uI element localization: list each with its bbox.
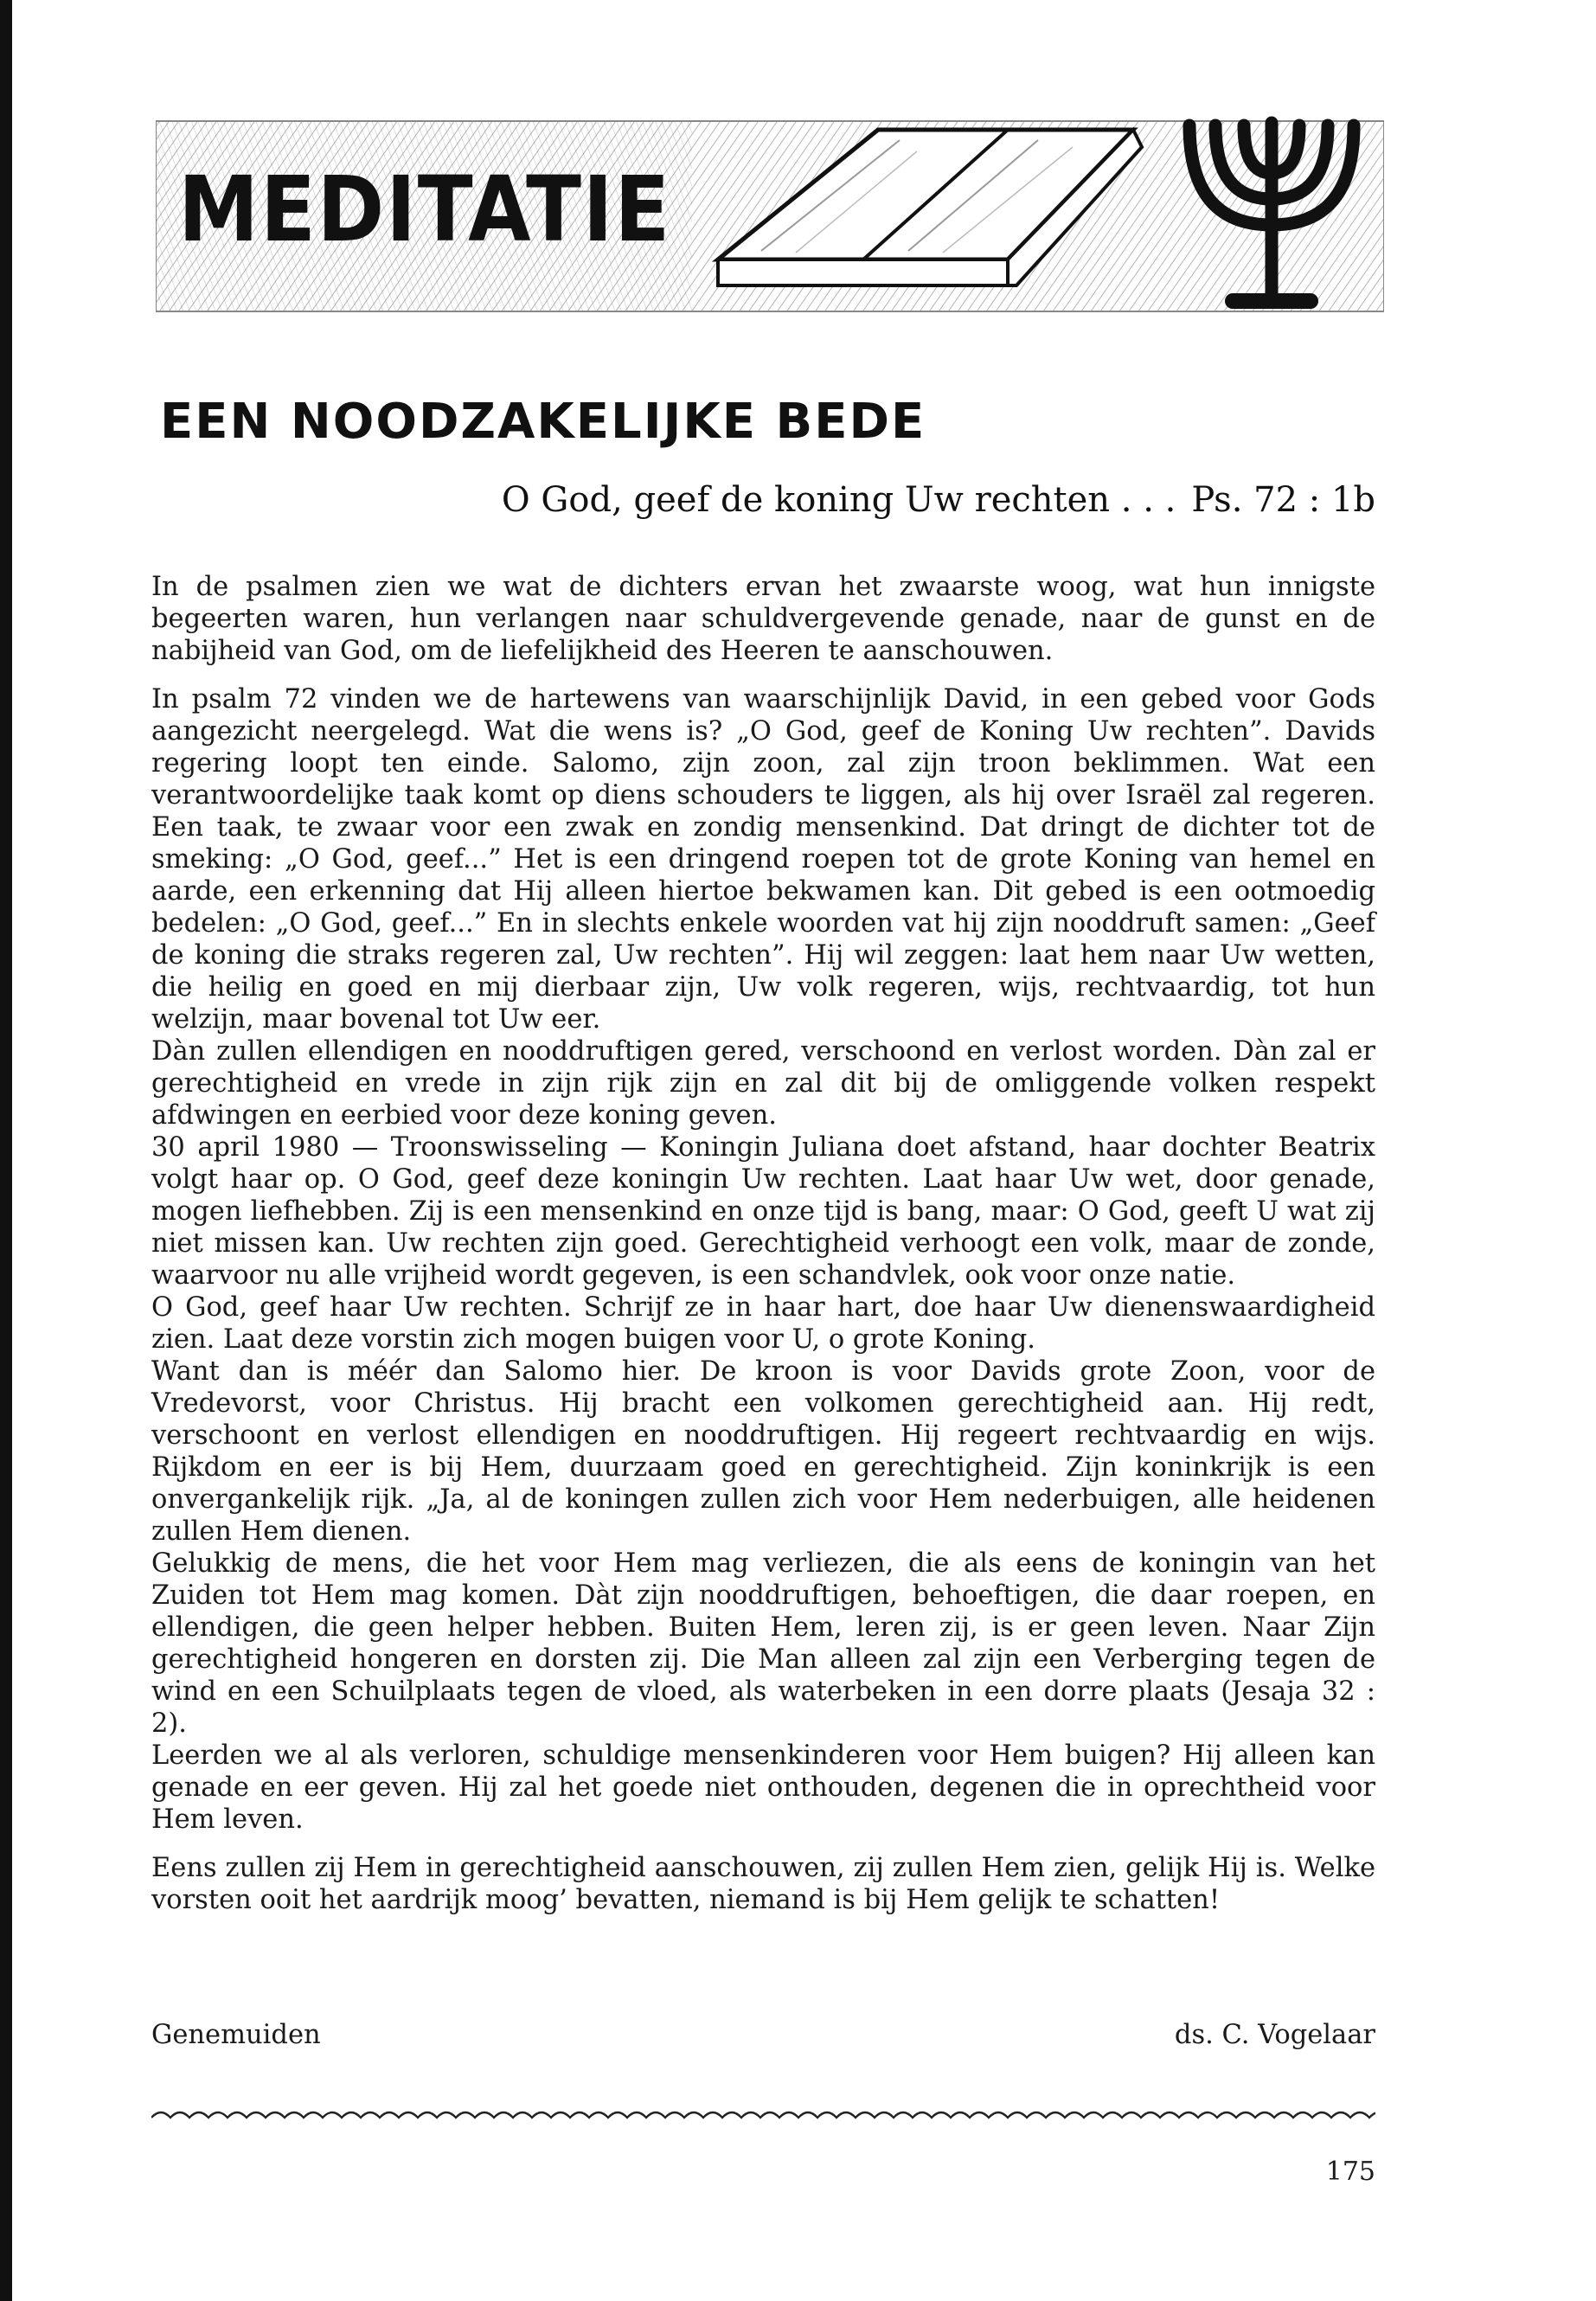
wave-ornament-divider xyxy=(151,2105,1375,2131)
paragraph: Leerden we al als verloren, schuldige mensenkinderen voor Hem buigen? Hij alleen kan genade en eer geven. Hij zal het goede niet onthouden, degenen die in oprechtheid voor Hem leven. xyxy=(151,1740,1375,1835)
banner-heading: MEDITATIE xyxy=(178,157,672,262)
signoff xyxy=(151,2020,1375,2050)
page-number: 175 xyxy=(1325,2157,1375,2187)
place-name: Genemuiden xyxy=(151,2020,321,2050)
article-body xyxy=(151,571,1375,1916)
paragraph: In de psalmen zien we wat de dichters ervan het zwaarste woog, wat hun innigste begeerten waren, hun verlangen naar schuldvergevende genade, naar de gunst en de nabijheid van God, om de liefelijkheid des Heeren te aanschouwen. xyxy=(151,572,1375,666)
paragraph: Gelukkig de mens, die het voor Hem mag verliezen, die als eens de koningin van het Zuiden tot Hem mag komen. Dàt zijn nooddruftigen, behoeftigen, die daar roepen, en ellendigen, die geen helper hebben. Buiten Hem, leren zij, is er geen leven. Naar Zijn gerechtigheid hongeren en dorsten zij. Die Man alleen zal zijn een Verberging tegen de wind en een Schuilplaats tegen de vloed, als waterbeken in een dorre plaats (Jesaja 32 : 2). xyxy=(151,1548,1375,1739)
scripture-subtitle xyxy=(502,480,1375,520)
page-edge-bar xyxy=(0,0,12,2301)
paragraph: Eens zullen zij Hem in gerechtigheid aanschouwen, zij zullen Hem zien, gelijk Hij is. Welke vorsten ooit het aardrijk moog’ bevatten, niemand is bij Hem gelijk te schatten! xyxy=(151,1853,1375,1915)
paragraph: O God, geef haar Uw rechten. Schrijf ze in haar hart, doe haar Uw dienenswaardigheid zien. Laat deze vorstin zich mogen buigen voor U, o grote Koning. xyxy=(151,1292,1375,1355)
author-name: ds. C. Vogelaar xyxy=(1174,2020,1375,2050)
paragraph: Dàn zullen ellendigen en nooddruftigen gered, verschoond en verlost worden. Dàn zal er gerechtigheid en vrede in zijn rijk zijn en zal dit bij de omliggende volken respekt afdwingen en eerbied voor deze koning geven. xyxy=(151,1036,1375,1131)
paragraph: 30 april 1980 — Troonswisseling — Koningin Juliana doet afstand, haar dochter Beatrix volgt haar op. O God, geef deze koningin Uw rechten. Laat haar Uw wet, door genade, mogen liefhebben. Zij is een mensenkind en onze tijd is bang, maar: O God, geeft U wat zij niet missen kan. Uw rechten zijn goed. Gerechtigheid verhoogt een volk, maar de zonde, waarvoor nu alle vrijheid wordt gegeven, is een schandvlek, ook voor onze natie. xyxy=(151,1132,1375,1291)
paragraph: Want dan is méér dan Salomo hier. De kroon is voor Davids grote Zoon, voor de Vredevorst, voor Christus. Hij bracht een volkomen gerechtigheid aan. Hij redt, verschoont en verlost ellendigen en nooddruftigen. Hij regeert rechtvaardig en wijs. Rijkdom en eer is bij Hem, duurzaam goed en gerechtigheid. Zijn koninkrijk is een onvergankelijk rijk. „Ja, al de koningen zullen zich voor Hem nederbuigen, alle heidenen zullen Hem dienen. xyxy=(151,1356,1375,1547)
scripture-reference: Ps. 72 : 1b xyxy=(1191,480,1375,520)
paragraph: In psalm 72 vinden we de hartewens van waarschijnlijk David, in een gebed voor Gods aangezicht neergelegd. Wat die wens is? „O God, geef de Koning Uw rechten”. Davids regering loopt ten einde. Salomo, zijn zoon, zal zijn troon beklimmen. Wat een verantwoordelijke taak komt op diens schouders te liggen, als hij over Israël zal regeren. Een taak, te zwaar voor een zwak en zondig mensenkind. Dat dringt de dichter tot de smeking: „O God, geef...” Het is een dringend roepen tot de grote Koning van hemel en aarde, een erkenning dat Hij alleen hiertoe bekwamen kan. Dit gebed is een ootmoedig bedelen: „O God, geef...” En in slechts enkele woorden vat hij zijn nooddruft samen: „Geef de koning die straks regeren zal, Uw rechten”. Hij wil zeggen: laat hem naar Uw wetten, die heilig en goed en mij dierbaar zijn, Uw volk regeren, wijs, rechtvaardig, tot hun welzijn, maar bovenal tot Uw eer. xyxy=(151,684,1375,1035)
meditatie-banner xyxy=(156,112,1384,324)
article-title: EEN NOODZAKELIJKE BEDE xyxy=(160,394,926,450)
subtitle-text: O God, geef de koning Uw rechten . . . xyxy=(501,480,1176,520)
